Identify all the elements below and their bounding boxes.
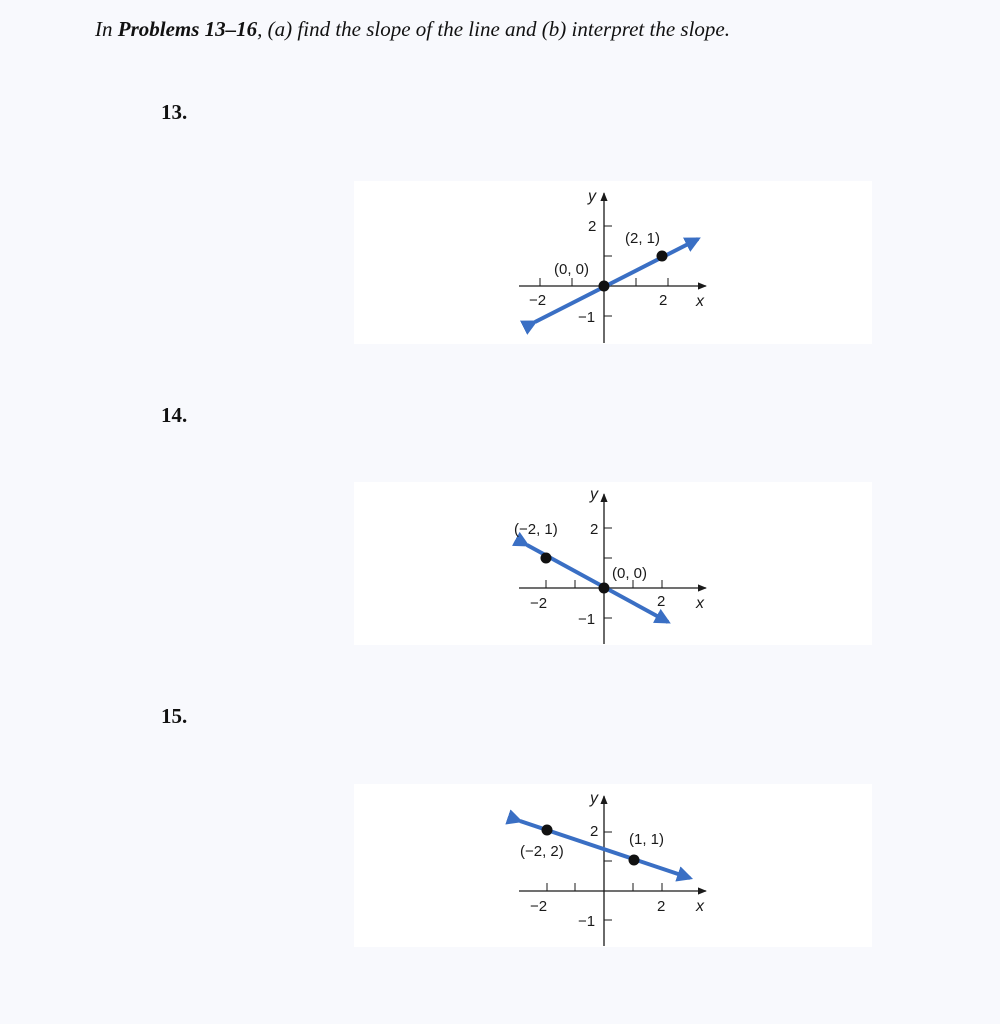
instructions-text: [95, 17, 730, 42]
y-tick-label-2: 2: [588, 218, 597, 235]
problem-14-graph: [354, 482, 872, 645]
y-axis-label: y: [590, 486, 598, 503]
x-tick-label-neg2: −2: [530, 898, 548, 915]
point-label-origin: (0, 0): [554, 261, 590, 278]
point-origin: [599, 583, 610, 594]
y-tick-label-2: 2: [590, 823, 599, 840]
point-neg2-2: [542, 825, 553, 836]
point-origin: [599, 281, 610, 292]
y-tick-label-2: 2: [590, 521, 599, 538]
x-axis-label: x: [696, 293, 704, 310]
graph-line: [535, 239, 698, 322]
point-1-1: [629, 855, 640, 866]
y-tick-label-neg1: −1: [578, 309, 596, 326]
x-tick-label-2: 2: [657, 898, 666, 915]
x-tick-label-neg2: −2: [530, 595, 548, 612]
point-label-2-1: (2, 1): [625, 230, 661, 247]
point-2-1: [657, 251, 668, 262]
x-tick-label-2: 2: [657, 593, 666, 610]
point-label-1-1: (1, 1): [629, 831, 665, 848]
y-axis-label: y: [590, 790, 598, 807]
y-tick-label-neg1: −1: [578, 611, 596, 628]
point-label-origin: (0, 0): [612, 565, 648, 582]
point-label-neg2-2: (−2, 2): [520, 843, 564, 860]
problem-14-number: 14.: [161, 403, 188, 427]
x-axis-label: x: [696, 595, 704, 612]
instructions-bold: Problems 13–16: [117, 17, 258, 41]
instructions-suffix: , (a) find the slope of the line and (b) interpret the slope.: [257, 17, 730, 41]
y-tick-label-neg1: −1: [578, 913, 596, 930]
x-tick-label-2: 2: [659, 292, 668, 309]
x-axis-label: x: [696, 898, 704, 915]
instructions-prefix: In: [95, 17, 118, 41]
problem-13-number: 13.: [161, 100, 188, 124]
problem-15-number: 15.: [161, 704, 188, 728]
point-label-neg2-1: (−2, 1): [514, 521, 558, 538]
problem-15-graph: [354, 784, 872, 947]
problem-13-graph: [354, 181, 872, 344]
y-axis-label: y: [588, 188, 596, 205]
point-neg2-1: [541, 553, 552, 564]
x-tick-label-neg2: −2: [529, 292, 547, 309]
